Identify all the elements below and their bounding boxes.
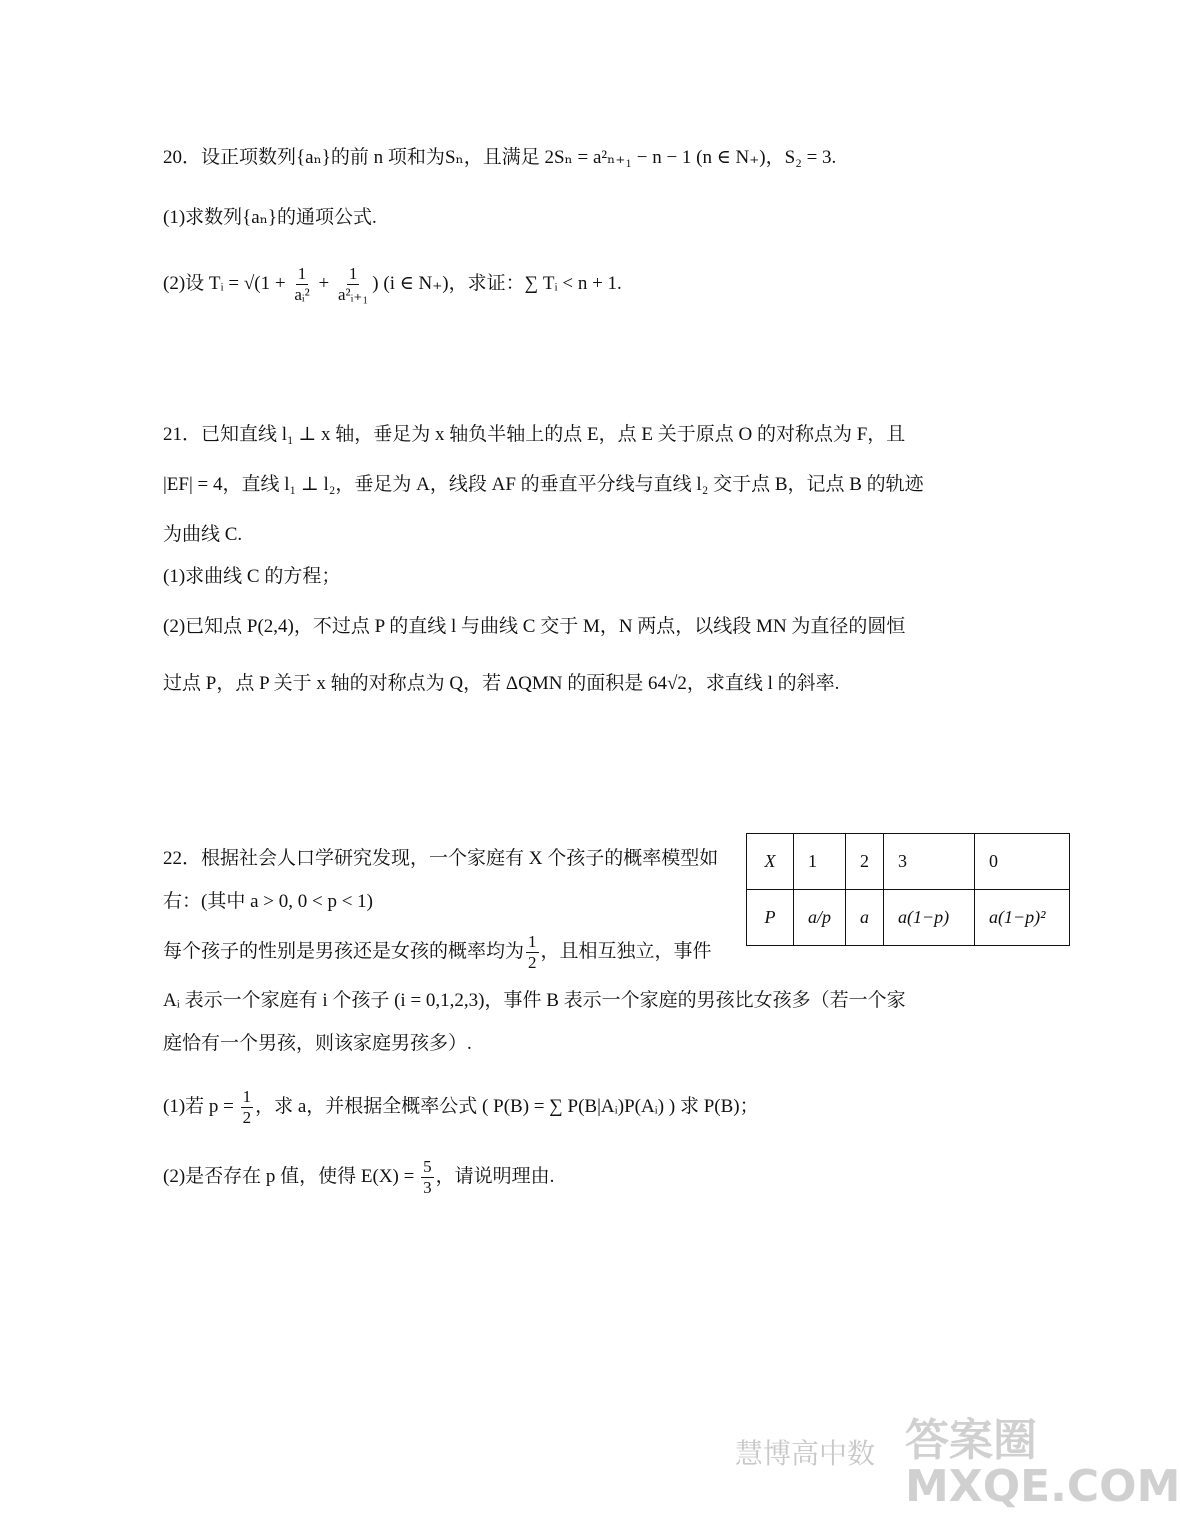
q22-part1	[163, 1085, 759, 1129]
q22-part1-frac	[241, 1087, 254, 1128]
q20-seq: {aₙ}	[296, 147, 331, 168]
table-cell: a(1−p)	[884, 890, 975, 946]
q20-part2-suffix: ) (i ∈ N₊)，求证：∑ Tᵢ < n + 1.	[372, 273, 622, 294]
table-cell: a	[846, 890, 884, 946]
q22-line4: Aᵢ 表示一个家庭有 i 个孩子 (i = 0,1,2,3)，事件 B 表示一个家庭的男孩比女孩多（若一个家	[163, 990, 906, 1011]
q22-part1-prefix: (1)若 p =	[163, 1096, 239, 1117]
q22-part1-suffix: ，求 a，并根据全概率公式 ( P(B) = ∑ P(B|Aᵢ)P(Aᵢ) ) 求 P(B)；	[255, 1096, 759, 1117]
q20-plus: +	[313, 273, 334, 294]
q22-line3	[163, 930, 712, 974]
table-row-p	[747, 890, 1070, 946]
table-cell: 1	[794, 834, 846, 890]
q22-half-den: 2	[528, 953, 537, 973]
q21-line2: |EF| = 4，直线 l₁ ⊥ l₂，垂足为 A，线段 AF 的垂直平分线与直线 l₂ 交于点 B，记点 B 的轨迹	[163, 474, 924, 495]
table-cell: a/p	[794, 890, 846, 946]
watermark-text: 慧博高中数	[735, 1437, 876, 1470]
q20-sn: Sₙ	[444, 147, 464, 168]
q22-line3-suffix: ，且相互独立，事件	[540, 941, 712, 962]
q22-line1: 22．根据社会人口学研究发现，一个家庭有 X 个孩子的概率模型如	[163, 848, 719, 869]
probability-table	[746, 833, 1070, 946]
q20-stem-mid: 的前 n 项和为	[330, 147, 445, 168]
q22-part2-den: 3	[423, 1178, 432, 1198]
table-row-x	[747, 834, 1070, 890]
q20-frac1	[292, 264, 311, 305]
table-cell: X	[747, 834, 794, 890]
q21-line3: 为曲线 C.	[163, 524, 243, 545]
q21-line1: 21．已知直线 l₁ ⊥ x 轴，垂足为 x 轴负半轴上的点 E，点 E 关于原点 O 的对称点为 F，且	[163, 424, 906, 445]
q22-part1-num: 1	[242, 1087, 252, 1107]
q20-frac2-num: 1	[348, 264, 358, 284]
q20-part1: (1)求数列{aₙ}的通项公式.	[163, 207, 377, 228]
table-cell: 2	[846, 834, 884, 890]
q22-part2-num: 5	[423, 1157, 432, 1177]
watermark-logo: 答案圈 MXQE.COM	[905, 1415, 1180, 1512]
table-cell: a(1−p)²	[975, 890, 1070, 946]
q22-part2	[163, 1155, 554, 1199]
table-cell: 3	[884, 834, 975, 890]
q20-part2	[163, 262, 622, 306]
q21-part2b: 过点 P，点 P 关于 x 轴的对称点为 Q，若 ΔQMN 的面积是 64√2，求直线 l 的斜率.	[163, 673, 840, 694]
q21-part2a: (2)已知点 P(2,4)，不过点 P 的直线 l 与曲线 C 交于 M，N 两点，以线段 MN 为直径的圆恒	[163, 616, 906, 637]
q22-half-frac	[526, 932, 539, 973]
q22-line2: 右：(其中 a > 0, 0 < p < 1)	[163, 891, 373, 912]
table-cell: 0	[975, 834, 1070, 890]
q22-part2-suffix: ，请说明理由.	[435, 1166, 555, 1187]
q22-part1-den: 2	[242, 1108, 252, 1128]
q22-part2-frac	[421, 1157, 434, 1198]
q20-stem	[163, 143, 836, 173]
q20-frac2	[336, 264, 370, 305]
q22-half-num: 1	[528, 932, 537, 952]
q20-frac1-den: aᵢ²	[294, 285, 310, 305]
q22-part2-prefix: (2)是否存在 p 值，使得 E(X) =	[163, 1166, 420, 1187]
q21-part1: (1)求曲线 C 的方程；	[163, 566, 341, 587]
q20-frac2-den: a²ᵢ₊₁	[337, 285, 369, 305]
q20-part2-prefix: (2)设 Tᵢ = √(1 +	[163, 273, 291, 294]
q20-stem-prefix: 20．设正项数列	[163, 147, 297, 168]
q20-condition: ，且满足 2Sₙ = a²ₙ₊₁ − n − 1 (n ∈ N₊)，S₂ = 3.	[463, 147, 837, 168]
q22-line3-prefix: 每个孩子的性别是男孩还是女孩的概率均为	[163, 941, 525, 962]
table-cell: P	[747, 890, 794, 946]
q22-line5: 庭恰有一个男孩，则该家庭男孩多）.	[163, 1033, 472, 1054]
q20-frac1-num: 1	[297, 264, 307, 284]
